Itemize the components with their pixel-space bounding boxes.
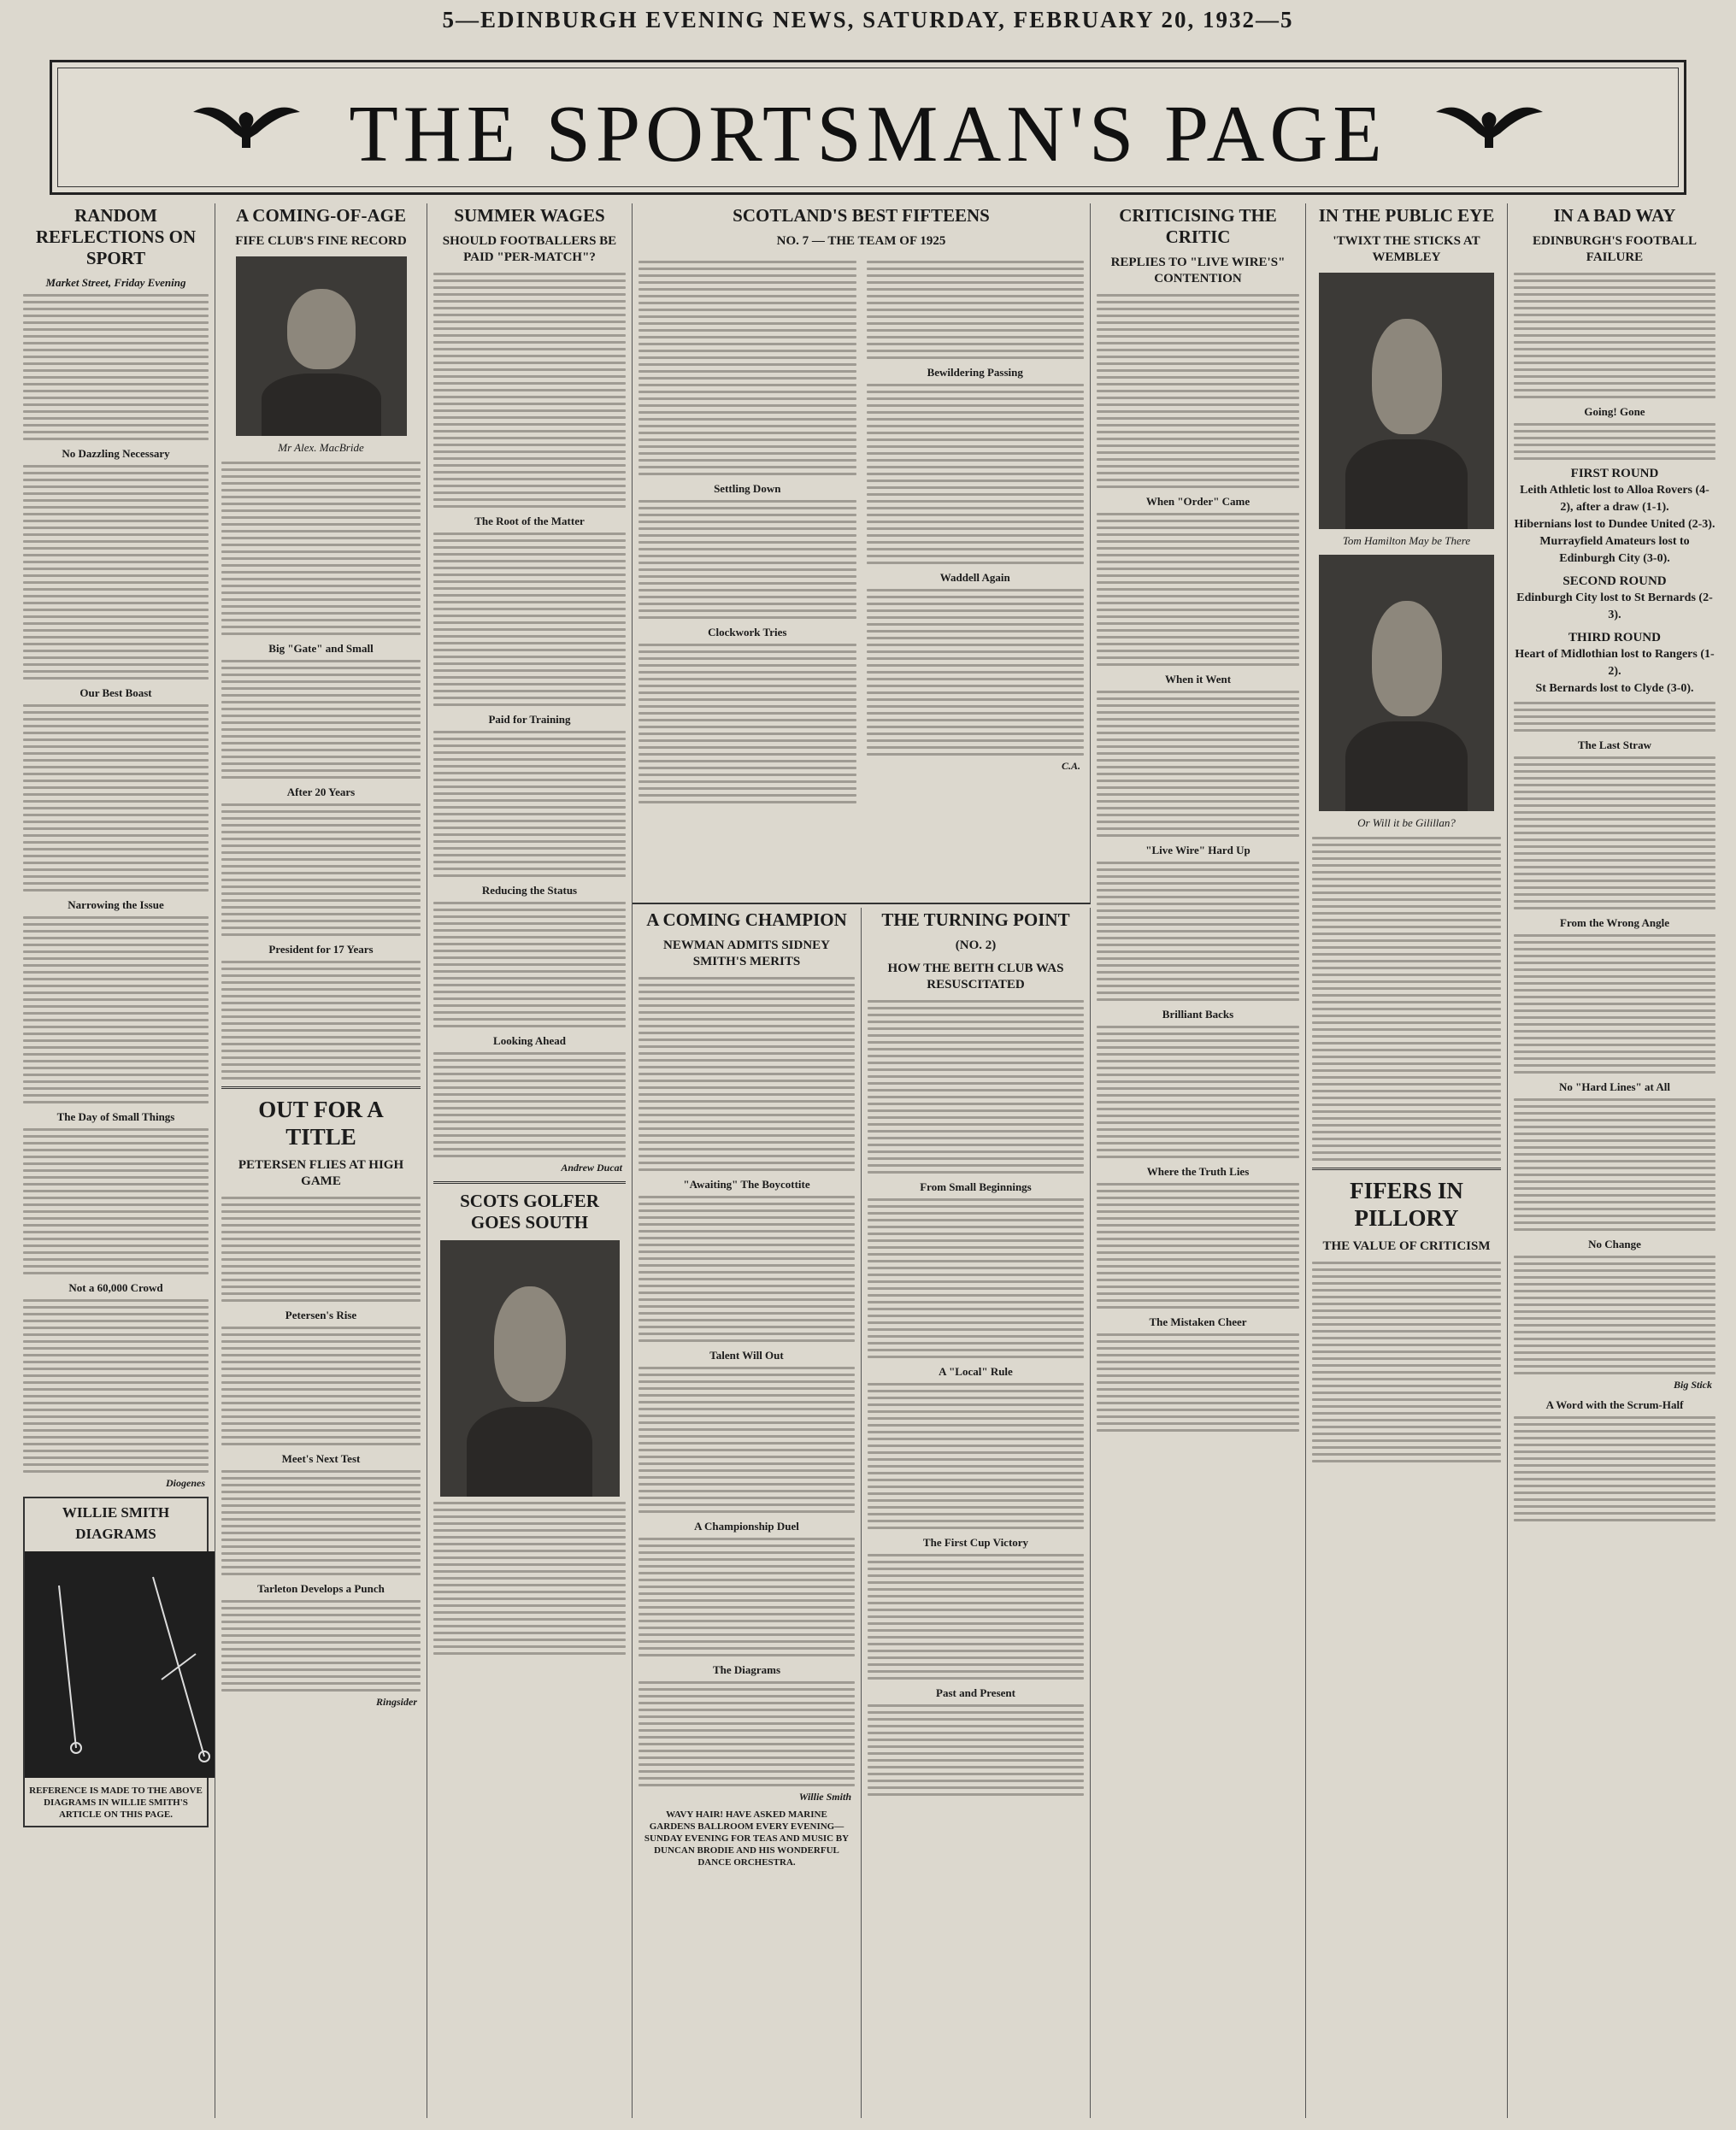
column-summer-wages bbox=[427, 203, 633, 2118]
subhead: Bewildering Passing bbox=[927, 366, 1023, 379]
headline: CRITICISING THE CRITIC bbox=[1119, 205, 1277, 247]
subhead: After 20 Years bbox=[286, 786, 356, 798]
subhead: "Live Wire" Hard Up bbox=[1145, 844, 1251, 856]
column-criticising-critic bbox=[1091, 203, 1306, 2118]
result-line: Leith Athletic lost to Alloa Rovers (4-2), after a draw (1-1). bbox=[1520, 484, 1710, 514]
subhead: Petersen's Rise bbox=[285, 1309, 357, 1321]
photo-caption: Mr Alex. MacBride bbox=[278, 441, 364, 454]
subhead: No Change bbox=[1588, 1238, 1641, 1250]
result-line: St Bernards lost to Clyde (3-0). bbox=[1535, 682, 1694, 695]
column-turning-point bbox=[862, 908, 1091, 2118]
subheadline: EDINBURGH'S FOOTBALL FAILURE bbox=[1532, 234, 1698, 264]
subhead: No "Hard Lines" at All bbox=[1559, 1080, 1670, 1093]
subhead: Going! Gone bbox=[1584, 405, 1645, 418]
subhead: President for 17 Years bbox=[268, 943, 374, 956]
subheadline: 'TWIXT THE STICKS AT WEMBLEY bbox=[1333, 234, 1480, 264]
subheadline: NEWMAN ADMITS SIDNEY SMITH'S MERITS bbox=[662, 938, 831, 968]
eagle-icon bbox=[1432, 95, 1547, 159]
subhead: The Root of the Matter bbox=[474, 515, 585, 527]
headline: OUT FOR A TITLE bbox=[258, 1097, 384, 1150]
subhead: The Diagrams bbox=[712, 1663, 781, 1676]
result-line: Heart of Midlothian lost to Rangers (1-2). bbox=[1515, 648, 1715, 678]
portrait-photo bbox=[1319, 273, 1494, 529]
column-public-eye bbox=[1306, 203, 1508, 2118]
round-heading: THIRD ROUND bbox=[1568, 631, 1661, 644]
result-line: Hibernians lost to Dundee United (2-3). bbox=[1514, 518, 1715, 531]
round-heading: SECOND ROUND bbox=[1562, 574, 1667, 588]
masthead-title: THE SPORTSMAN'S PAGE bbox=[349, 90, 1387, 179]
cup-results bbox=[1514, 465, 1715, 697]
subheadline: FIFE CLUB'S FINE RECORD bbox=[235, 234, 407, 248]
golf-diagram bbox=[25, 1551, 215, 1778]
diagram-title: WILLIE SMITH DIAGRAMS bbox=[62, 1504, 170, 1542]
subhead: When "Order" Came bbox=[1145, 495, 1251, 508]
subhead: Tarleton Develops a Punch bbox=[257, 1582, 385, 1595]
subhead: The Last Straw bbox=[1578, 738, 1651, 751]
subhead: Narrowing the Issue bbox=[68, 898, 164, 911]
subhead: Waddell Again bbox=[939, 571, 1010, 584]
subhead: Talent Will Out bbox=[709, 1349, 784, 1362]
result-line: Murrayfield Amateurs lost to Edinburgh City (3-0). bbox=[1539, 535, 1690, 565]
subhead: No Dazzling Necessary bbox=[62, 447, 170, 460]
article-number: (NO. 2) bbox=[955, 938, 997, 952]
subheadline: SHOULD FOOTBALLERS BE PAID "PER-MATCH"? bbox=[442, 234, 617, 264]
photo-caption: Or Will it be Gilillan? bbox=[1357, 816, 1456, 829]
subhead: Where the Truth Lies bbox=[1146, 1165, 1250, 1178]
headline: SUMMER WAGES bbox=[454, 205, 605, 226]
result-line: Edinburgh City lost to St Bernards (2-3). bbox=[1516, 591, 1713, 621]
subhead: Past and Present bbox=[936, 1686, 1015, 1699]
subhead: From the Wrong Angle bbox=[1560, 916, 1669, 929]
diagram-drawing bbox=[25, 1551, 215, 1778]
advertisement: WAVY HAIR! HAVE ASKED MARINE GARDENS BALLROOM EVERY EVENING—SUNDAY EVENING FOR TEAS AND MUSIC BY DUNCAN BRODIE AND HIS WONDERFUL DANCE ORCHESTRA. bbox=[644, 1809, 850, 1868]
headline: A COMING CHAMPION bbox=[646, 909, 847, 930]
byline: Big Stick bbox=[1673, 1379, 1712, 1391]
headline: SCOTLAND'S BEST FIFTEENS bbox=[733, 205, 990, 226]
headline: SCOTS GOLFER GOES SOUTH bbox=[460, 1191, 599, 1233]
byline: Ringsider bbox=[375, 1696, 417, 1708]
headline: THE TURNING POINT bbox=[881, 909, 1070, 930]
subhead: "Awaiting" The Boycottite bbox=[683, 1178, 810, 1191]
portrait-photo bbox=[236, 256, 407, 436]
subhead: From Small Beginnings bbox=[920, 1180, 1032, 1193]
headline: RANDOM REFLECTIONS ON SPORT bbox=[35, 205, 197, 268]
subhead: Looking Ahead bbox=[493, 1034, 566, 1047]
subhead: When it Went bbox=[1164, 673, 1232, 685]
headline: IN THE PUBLIC EYE bbox=[1318, 205, 1495, 226]
byline: Andrew Ducat bbox=[561, 1162, 622, 1174]
headline: A COMING-OF-AGE bbox=[236, 205, 406, 226]
subhead: A Championship Duel bbox=[694, 1520, 799, 1533]
subhead: Brilliant Backs bbox=[1162, 1008, 1234, 1021]
subhead: The Day of Small Things bbox=[56, 1110, 175, 1123]
column-bad-way bbox=[1508, 203, 1721, 2118]
column-best-fifteens bbox=[633, 203, 1091, 904]
subheadline: PETERSEN FLIES AT HIGH GAME bbox=[238, 1158, 404, 1188]
byline: C.A. bbox=[1061, 760, 1080, 772]
subhead: Reducing the Status bbox=[481, 884, 578, 897]
subheadline: NO. 7 — THE TEAM OF 1925 bbox=[776, 234, 946, 248]
masthead bbox=[50, 60, 1686, 195]
diagram-note: REFERENCE IS MADE TO THE ABOVE DIAGRAMS IN WILLIE SMITH'S ARTICLE ON THIS PAGE. bbox=[29, 1786, 203, 1820]
diagram-box bbox=[23, 1497, 209, 1827]
column-random-reflections bbox=[17, 203, 215, 2118]
round-heading: FIRST ROUND bbox=[1570, 467, 1659, 480]
subhead: Big "Gate" and Small bbox=[268, 642, 374, 655]
subhead: A "Local" Rule bbox=[939, 1365, 1013, 1378]
column-coming-of-age bbox=[215, 203, 427, 2118]
subheadline: THE VALUE OF CRITICISM bbox=[1322, 1239, 1491, 1253]
headline: IN A BAD WAY bbox=[1553, 205, 1676, 226]
subheadline: REPLIES TO "LIVE WIRE'S" CONTENTION bbox=[1110, 256, 1286, 285]
headline: FIFERS IN PILLORY bbox=[1350, 1178, 1463, 1231]
subhead: The First Cup Victory bbox=[922, 1536, 1029, 1549]
subhead: A Word with the Scrum-Half bbox=[1545, 1398, 1684, 1411]
subheadline: HOW THE BEITH CLUB WAS RESUSCITATED bbox=[887, 962, 1064, 991]
portrait-photo bbox=[1319, 555, 1494, 811]
portrait-photo bbox=[440, 1240, 620, 1497]
photo-caption: Tom Hamilton May be There bbox=[1342, 534, 1471, 547]
subhead: Not a 60,000 Crowd bbox=[68, 1281, 163, 1294]
subhead: Paid for Training bbox=[488, 713, 571, 726]
subhead: Settling Down bbox=[714, 482, 781, 495]
running-header: 5—EDINBURGH EVENING NEWS, SATURDAY, FEBRUARY 20, 1932—5 bbox=[442, 7, 1294, 32]
article-body bbox=[23, 294, 209, 440]
byline: Diogenes bbox=[166, 1477, 205, 1489]
byline: Willie Smith bbox=[798, 1791, 851, 1803]
subhead: Our Best Boast bbox=[79, 686, 152, 699]
subhead: Clockwork Tries bbox=[708, 626, 787, 638]
dateline: Market Street, Friday Evening bbox=[45, 276, 186, 289]
subhead: The Mistaken Cheer bbox=[1149, 1315, 1247, 1328]
subhead: Meet's Next Test bbox=[281, 1452, 361, 1465]
column-coming-champion bbox=[633, 908, 862, 2118]
